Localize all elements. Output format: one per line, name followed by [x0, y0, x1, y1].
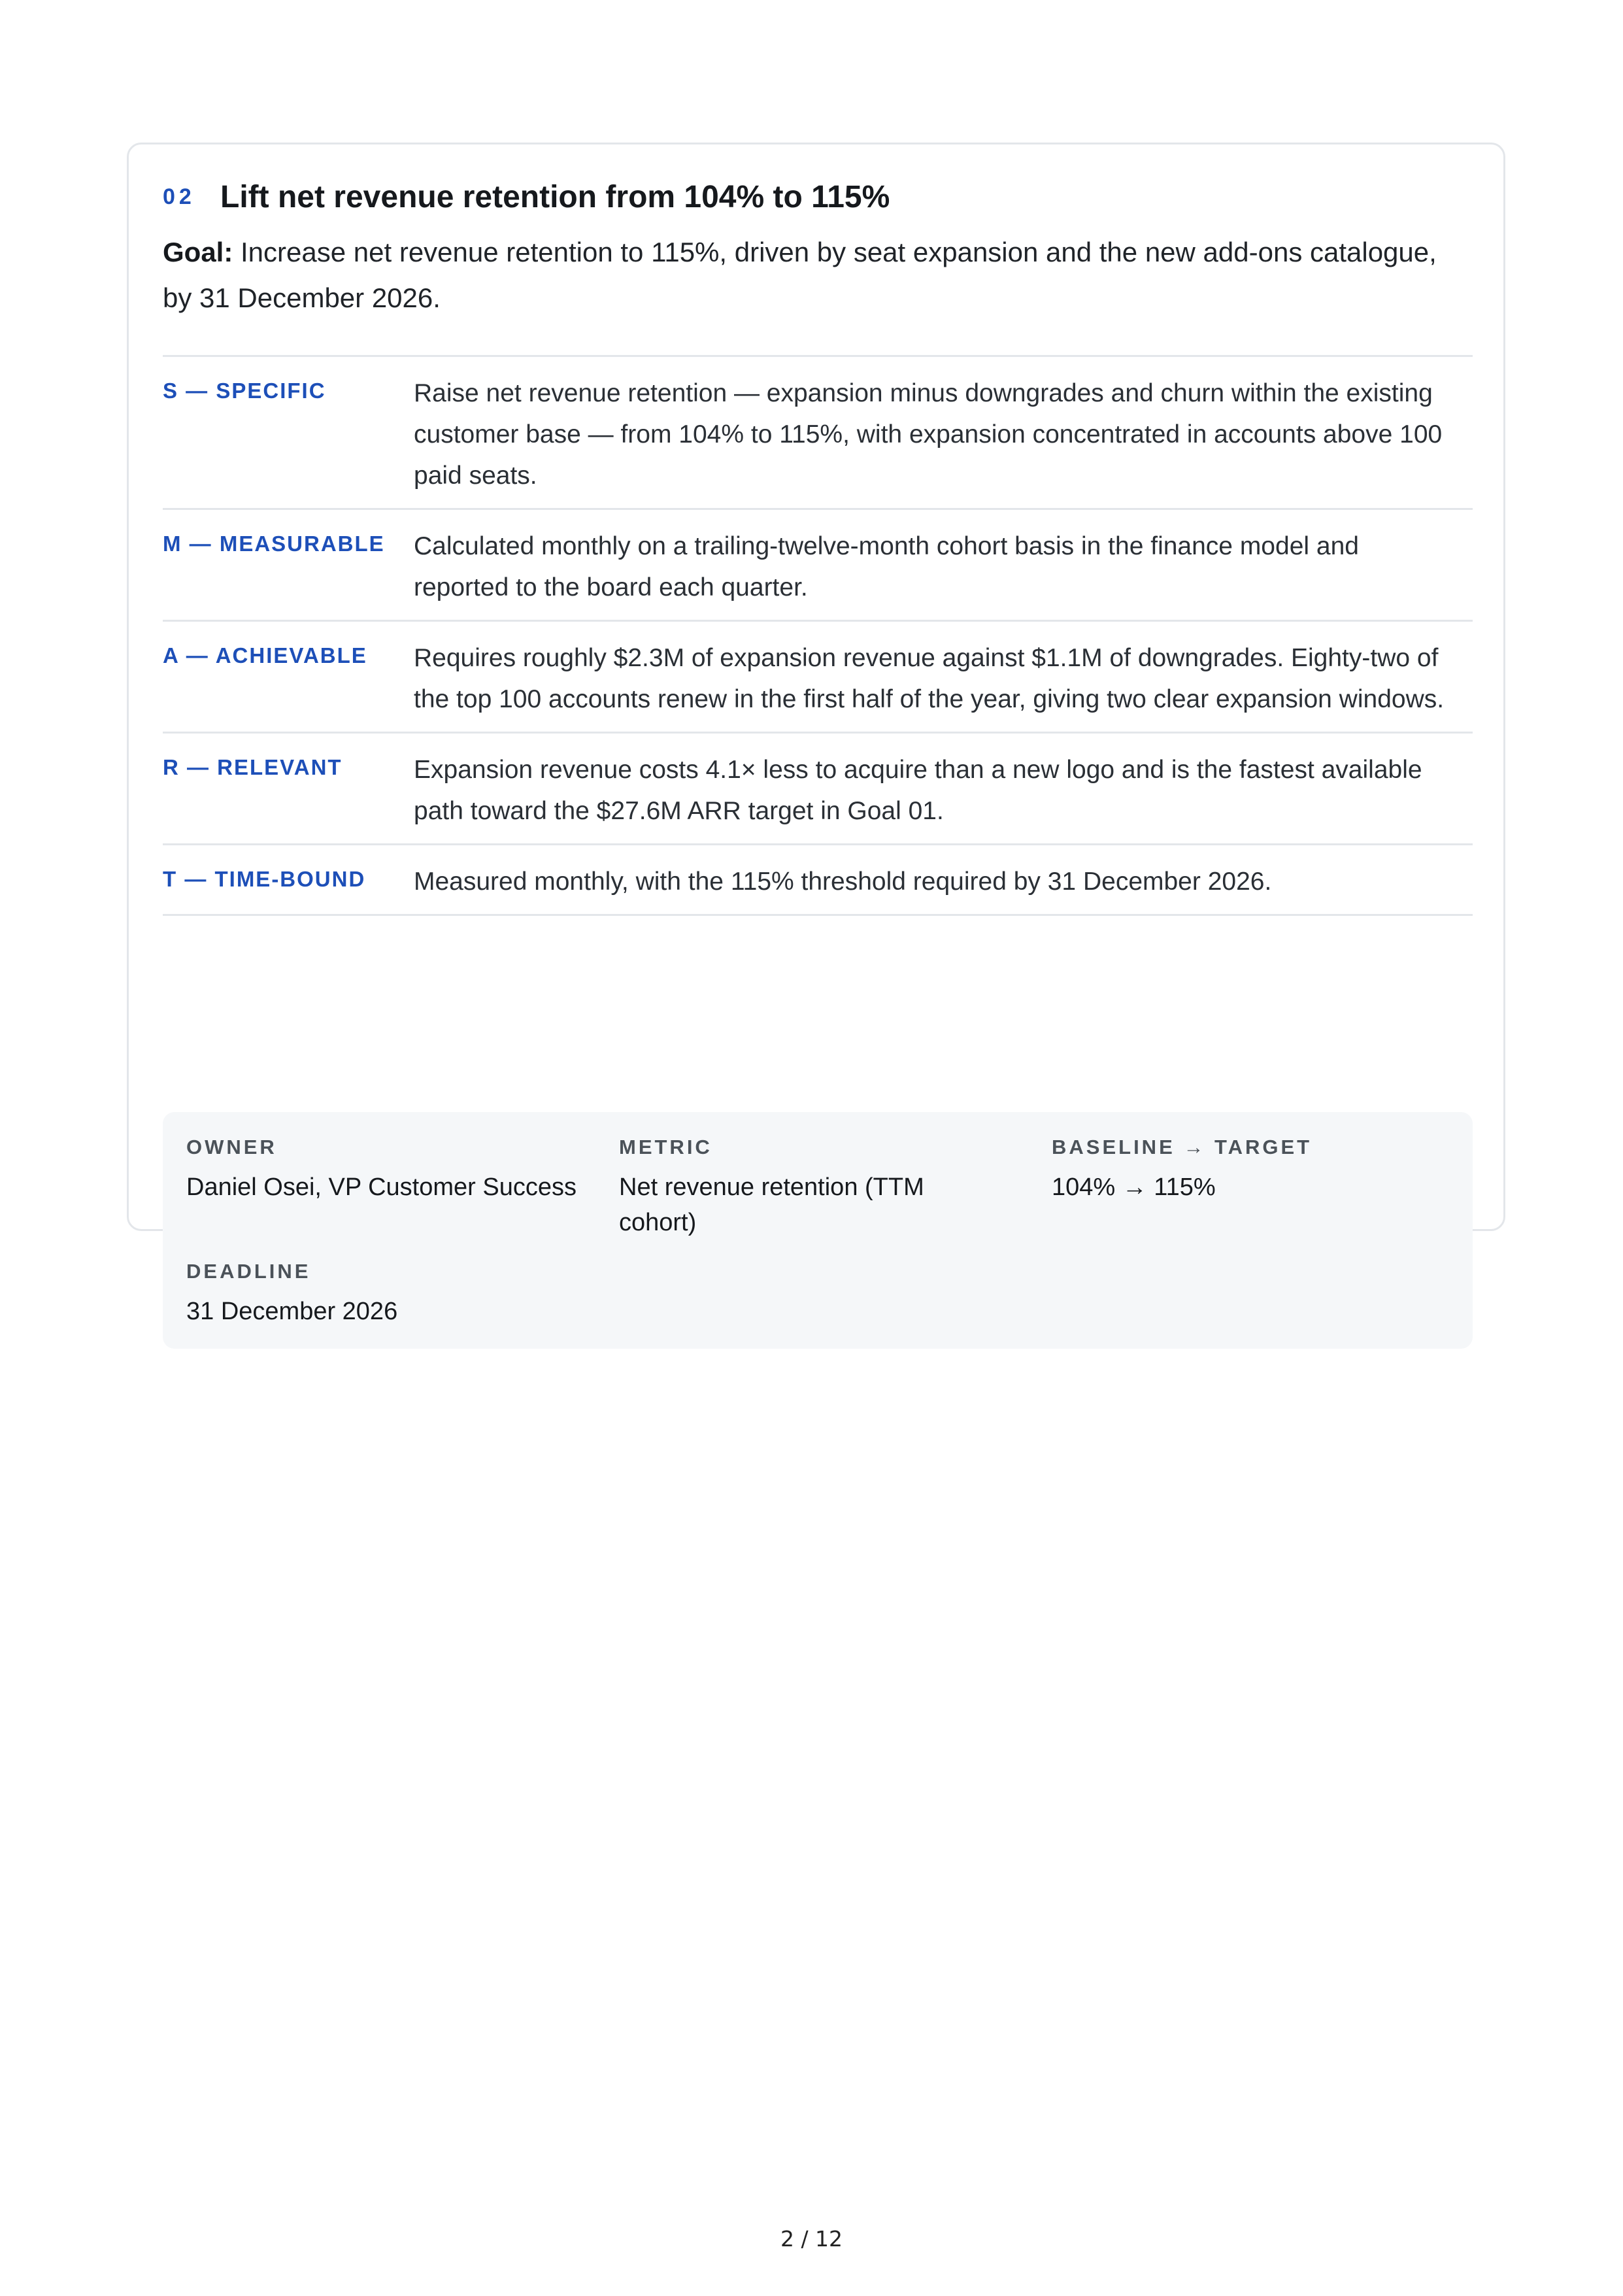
- smart-row-measurable: [163, 510, 1473, 622]
- smart-table: [163, 355, 1473, 916]
- goal-number: 02: [163, 184, 195, 209]
- smart-row-relevant: [163, 734, 1473, 845]
- smart-row-time-bound: [163, 845, 1473, 916]
- smart-row-achievable: [163, 622, 1473, 734]
- goal-statement-label: Goal:: [163, 237, 233, 267]
- smart-text: Measured monthly, with the 115% threshold required by 31 December 2026.: [414, 868, 1272, 896]
- owner-field: [186, 1133, 592, 1205]
- smart-text: Calculated monthly on a trailing-twelve-month cohort basis in the finance model and reported to the board each quarter.: [414, 532, 1359, 601]
- smart-row-specific: [163, 357, 1473, 510]
- smart-text: Expansion revenue costs 4.1× less to acquire than a new logo and is the fastest available path toward the $27.6M ARR target in Goal 01.: [414, 756, 1422, 825]
- goal-statement: [163, 229, 1473, 321]
- smart-key: A — ACHIEVABLE: [163, 643, 367, 667]
- page-indicator: 2 / 12: [780, 2226, 843, 2252]
- smart-text: Raise net revenue retention — expansion minus downgrades and churn within the existing customer base — from 104% to 115%, with expansion concentrated in accounts above 100 paid seats.: [414, 379, 1443, 490]
- goal-metadata-panel: [163, 1112, 1473, 1349]
- baseline-target-label: BASELINE → TARGET: [1052, 1136, 1313, 1158]
- baseline-target-field: [1052, 1133, 1444, 1205]
- deadline-value: 31 December 2026: [186, 1298, 398, 1325]
- smart-key: M — MEASURABLE: [163, 532, 385, 556]
- metric-value: Net revenue retention (TTM cohort): [619, 1173, 924, 1236]
- smart-text: Requires roughly $2.3M of expansion revenue against $1.1M of downgrades. Eighty-two of the top 100 accounts renew in the first half of the year, giving two clear expansion windows.: [414, 644, 1445, 713]
- smart-key: R — RELEVANT: [163, 755, 343, 779]
- goal-statement-text: Increase net revenue retention to 115%, driven by seat expansion and the new add-ons catalogue, by 31 December 2026.: [163, 237, 1437, 313]
- smart-key: S — SPECIFIC: [163, 379, 326, 403]
- deadline-field: [186, 1257, 592, 1329]
- baseline-target-value: 104% → 115%: [1052, 1173, 1216, 1201]
- deadline-label: DEADLINE: [186, 1260, 311, 1283]
- goal-header: [163, 173, 890, 220]
- goal-card: [127, 143, 1505, 1325]
- owner-label: OWNER: [186, 1136, 277, 1158]
- metric-label: METRIC: [619, 1136, 712, 1158]
- owner-value: Daniel Osei, VP Customer Success: [186, 1173, 577, 1201]
- goal-title: Lift net revenue retention from 104% to 115%: [220, 179, 890, 214]
- smart-key: T — TIME-BOUND: [163, 867, 366, 891]
- metric-field: [619, 1133, 998, 1240]
